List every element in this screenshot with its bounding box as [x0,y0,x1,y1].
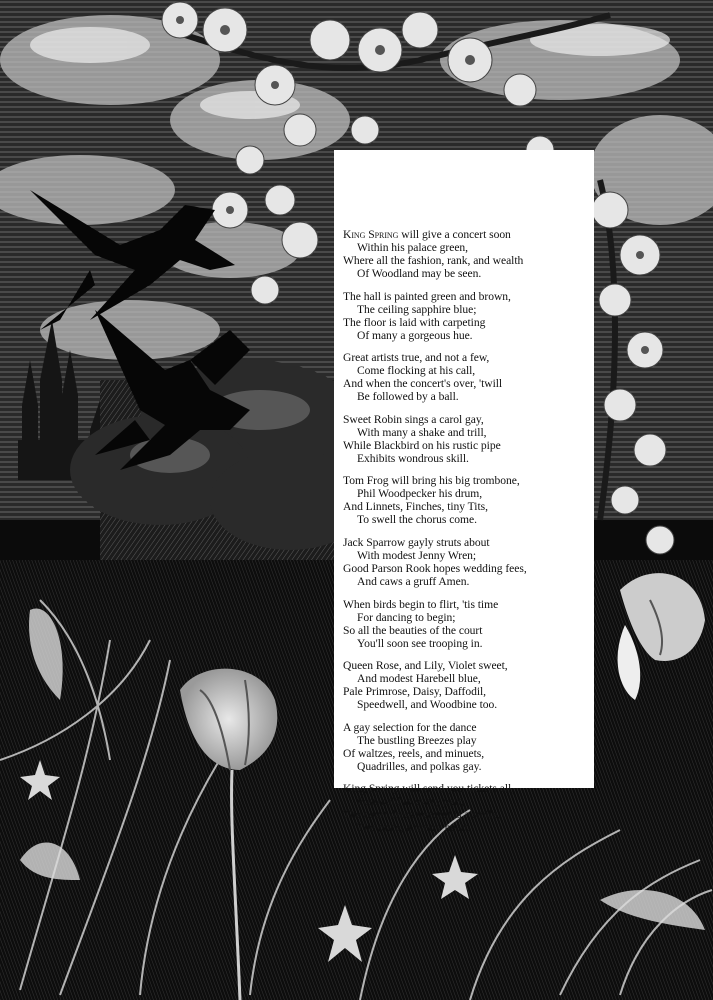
poem-line: Of Woodland may be seen. [357,267,482,280]
poem-line: You'll soon see trooping in. [357,636,483,650]
poem-line: When birds begin to flirt, 'tis time [343,597,499,611]
poem-line: Pale Primrose, Daisy, Daffodil, [343,685,487,699]
poem-panel [336,152,592,835]
poem-line: So all the beauties of the court [343,623,483,637]
poem-line: And caws a gruff Amen. [357,574,470,588]
poem-line: Great artists true, and not a few, [343,351,490,365]
poem-stanza [343,659,592,711]
poem-stanza [343,228,592,280]
poem-line: King Spring will send you tickets all, [343,782,515,796]
poem-line: Speedwell, and Woodbine too. [357,698,498,712]
poem-line: Tom Frog will bring his big trombone, [343,474,520,488]
poem-line: The bustling Breezes play [357,733,477,747]
poem-line: With modest Jenny Wren; [357,548,477,562]
poem-stanza [343,721,592,773]
poem-stanza [343,782,592,834]
poem-line: With many a shake and trill, [357,425,487,439]
poem-line [343,228,592,241]
poem-line: Phil Woodpecker his drum, [357,487,483,501]
poem-line: Of waltzes, reels, and minuets, [343,746,485,760]
poem-line: Be followed by a ball. [357,390,459,404]
poem-line: The hall is painted green and brown, [343,289,511,303]
poem-stanza [343,290,592,342]
poem [343,228,592,834]
poem-stanza [343,598,592,650]
poem-line: The ceiling sapphire blue; [357,302,477,316]
poem-line: Good Parson Rook hopes wedding fees, [343,561,527,575]
poem-line: Queen Rose, and Lily, Violet sweet, [343,659,508,673]
poem-line: Of many a gorgeous hue. [357,328,473,342]
poem-line: Sweet Robin sings a carol gay, [343,412,484,426]
poem-line: And modest Harebell blue, [357,672,481,686]
poem-line: For dancing to begin; [357,610,456,624]
poem-line: And when the concert's over, 'twill [343,377,503,391]
poem-line: And Linnets, Finches, tiny Tits, [343,500,488,514]
poem-line: The court dress needful is a smile, [343,808,500,822]
poem-line: Come flocking at his call, [357,364,476,378]
poem-line: The floor is laid with carpeting [343,315,486,329]
poem-line: While Blackbird on his rustic pipe [343,438,501,452]
poem-line: To swell the chorus come. [357,513,477,527]
poem-line: A gay selection for the dance [343,720,477,734]
poem-line: Where all the fashion, rank, and wealth [343,254,524,267]
poem-stanza [343,474,592,526]
poem-line: Within his palace green, [357,241,469,254]
poem-line: Exhibits wondrous skill. [357,451,469,465]
poem-stanza [343,536,592,588]
poem-stanza [343,413,592,465]
poem-line: The price, a merry heart. [357,821,471,835]
poem-line: Quadrilles, and polkas gay. [357,759,482,773]
poem-line: Post-paid to every part; [357,795,465,809]
poem-stanza [343,351,592,403]
poem-line-smallcaps: King Spring [343,228,399,241]
poem-line-rest: will give a concert soon [398,228,511,241]
poem-line: Jack Sparrow gayly struts about [343,535,490,549]
